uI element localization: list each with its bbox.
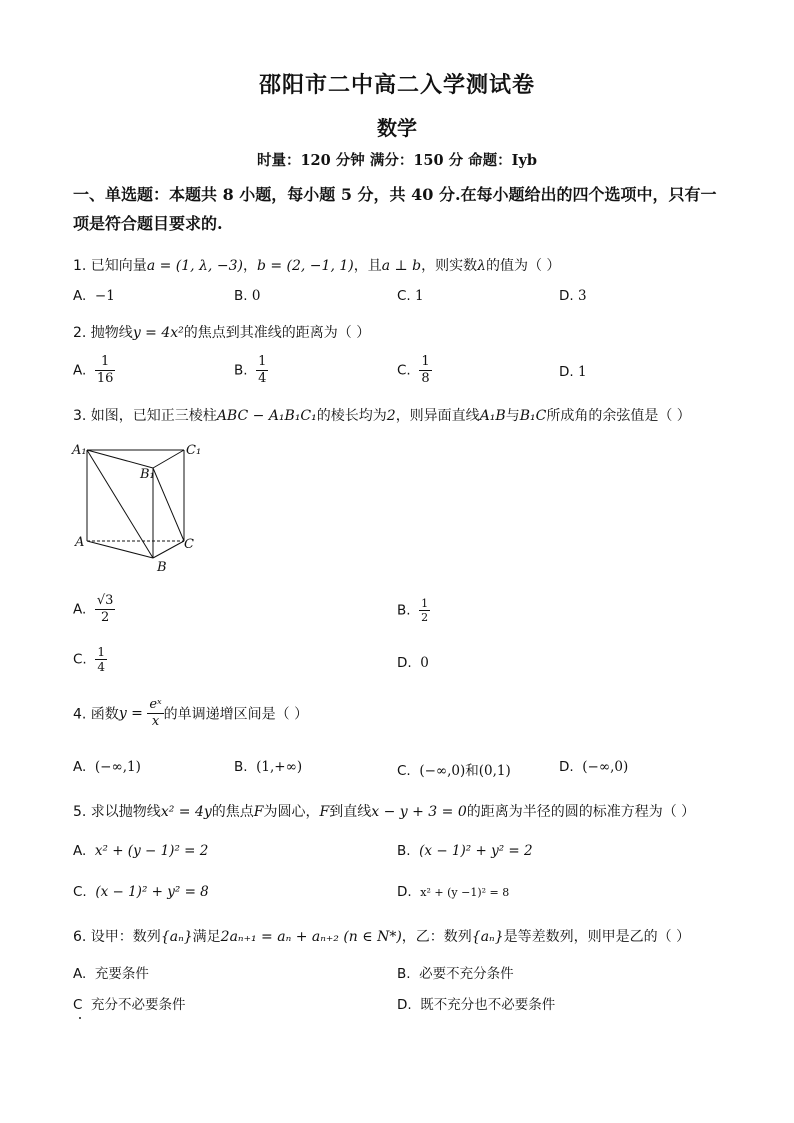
q3-option-b[interactable]: B. $\frac{1}{2}$	[397, 597, 429, 624]
label-c1: C₁	[186, 443, 202, 458]
edge-ab	[87, 541, 153, 558]
q6-option-b[interactable]: B. 必要不充分条件	[397, 966, 514, 982]
q1-tail: ，则实数	[421, 258, 478, 274]
q1-option-b[interactable]: B. 0	[234, 288, 261, 304]
q2-stem-b: 的焦点到其准线的距离为（ ）	[183, 325, 371, 341]
label-b1: B₁	[140, 467, 155, 482]
section-heading: 一、单选题：本题共 8 小题，每小题 5 分，共 40 分.在每小题给出的四个选项中，只有一项是符合题目要求的.	[73, 185, 717, 233]
edge-b1c1	[153, 450, 184, 468]
q2-option-b[interactable]: B. $\frac{1}{4}$	[234, 354, 267, 386]
q6-option-c[interactable]: C 充分不必要条件	[73, 997, 186, 1013]
q1-option-c[interactable]: C. 1	[397, 288, 424, 304]
q4-fraction: $\frac{\text{eˣ}}{x}$	[149, 697, 162, 729]
q5-focus-f: F	[253, 804, 264, 820]
label-a: A	[75, 535, 85, 550]
q5-line: x − y + 3 = 0	[371, 804, 467, 820]
question-6: 6. 设甲：数列{aₙ}满足2aₙ₊₁ = aₙ + aₙ₊₂ (n ∈ N*)，乙：数列{aₙ}是等差数列，则甲是乙的（ ）	[73, 929, 691, 945]
q5-option-c[interactable]: C. (x − 1)² + y² = 8	[73, 884, 209, 900]
q3-option-c[interactable]: C. $\frac{1}{4}$	[73, 645, 105, 674]
q2-option-c[interactable]: C. $\frac{1}{8}$	[397, 354, 430, 386]
label-a1: A₁	[72, 443, 87, 458]
q5-option-a[interactable]: A. x² + (y − 1)² = 2	[73, 843, 209, 859]
q3-option-a-fraction: $\frac{√3}{2}$	[96, 593, 114, 625]
q6-option-d[interactable]: D. 既不充分也不必要条件	[397, 997, 556, 1013]
q1-mid: ，且	[353, 258, 382, 274]
q2-option-d[interactable]: D. 1	[559, 364, 587, 380]
stray-dot	[79, 1017, 81, 1019]
q1-stem-a: 1. 已知向量	[73, 258, 147, 274]
q4-y: y =	[118, 705, 143, 722]
q2-option-c-fraction: $\frac{1}{8}$	[421, 354, 430, 386]
q4-option-d[interactable]: D. (−∞,0)	[559, 759, 629, 775]
q3-option-c-fraction: $\frac{1}{4}$	[97, 645, 105, 674]
q2-option-b-fraction: $\frac{1}{4}$	[258, 354, 267, 386]
q6-sequence-2: {aₙ}	[471, 929, 504, 945]
label-c: C	[184, 537, 194, 552]
q2-option-a-fraction: $\frac{1}{16}$	[96, 354, 114, 386]
q3-option-b-fraction: $\frac{1}{2}$	[421, 597, 429, 624]
exam-title: 邵阳市二中高二入学测试卷	[258, 72, 535, 98]
question-2	[73, 322, 370, 342]
q3-option-d[interactable]: D. 0	[397, 655, 429, 671]
label-b: B	[157, 560, 167, 575]
question-5: 5. 求以抛物线x² = 4y的焦点F为圆心，F到直线x − y + 3 = 0的距离为半径的圆的标准方程为（ ）	[73, 804, 696, 820]
q6-sequence: {aₙ}	[160, 929, 193, 945]
q6-condition: 2aₙ₊₁ = aₙ + aₙ₊₂ (n ∈ N*)	[220, 929, 402, 945]
q4-option-c[interactable]: C. (−∞,0)和(0,1)	[397, 763, 511, 779]
q4-option-b[interactable]: B. (1,+∞)	[234, 759, 303, 775]
q1-vector-b: b = (2, −1, 1)	[256, 258, 354, 274]
q5-option-b[interactable]: B. (x − 1)² + y² = 2	[397, 843, 533, 859]
q1-lambda: λ	[477, 258, 486, 274]
q1-sep: ，	[242, 258, 257, 274]
q2-option-a[interactable]: A. $\frac{1}{16}$	[73, 354, 114, 386]
q5-option-d[interactable]: D. x² + (y −1)² = 8	[397, 884, 510, 900]
q1-end: 的值为（ ）	[485, 258, 561, 274]
prism-figure	[70, 438, 210, 578]
exam-meta: 时量：120 分钟 满分：150 分 命题：Iyb	[256, 152, 538, 169]
q3-line-2: B₁C	[519, 408, 547, 424]
edge-bc	[153, 541, 184, 558]
q5-focus-f-2: F	[319, 804, 330, 820]
q6-option-a[interactable]: A. 充要条件	[73, 966, 149, 982]
exam-subject: 数学	[377, 116, 417, 140]
q1-option-a[interactable]: A. −1	[73, 288, 115, 304]
q1-condition: a ⊥ b	[381, 258, 422, 274]
q3-option-a[interactable]: A. $\frac{√3}{2}$	[73, 593, 114, 625]
q3-line-1: A₁B	[479, 408, 506, 424]
q1-vector-a: a = (1, λ, −3)	[146, 258, 243, 274]
question-4: 4. 函数y = $\frac{\text{eˣ}}{x}$ 的单调递增区间是（ ）	[73, 697, 309, 729]
q2-stem-a: 2. 抛物线	[73, 325, 133, 341]
question-3: 3. 如图，已知正三棱柱ABC − A₁B₁C₁的棱长均为2，则异面直线A₁B与B₁C所成角的余弦值是（ ）	[73, 408, 691, 424]
q1-option-d[interactable]: D. 3	[559, 288, 587, 304]
q5-parabola: x² = 4y	[160, 804, 212, 820]
q3-prism: ABC − A₁B₁C₁	[216, 408, 317, 424]
question-1	[73, 255, 560, 275]
q2-expression: y = 4x²	[132, 325, 184, 341]
q4-option-a[interactable]: A. (−∞,1)	[73, 759, 141, 775]
q3-length: 2	[386, 408, 396, 424]
diagonal-b1c	[153, 468, 184, 541]
